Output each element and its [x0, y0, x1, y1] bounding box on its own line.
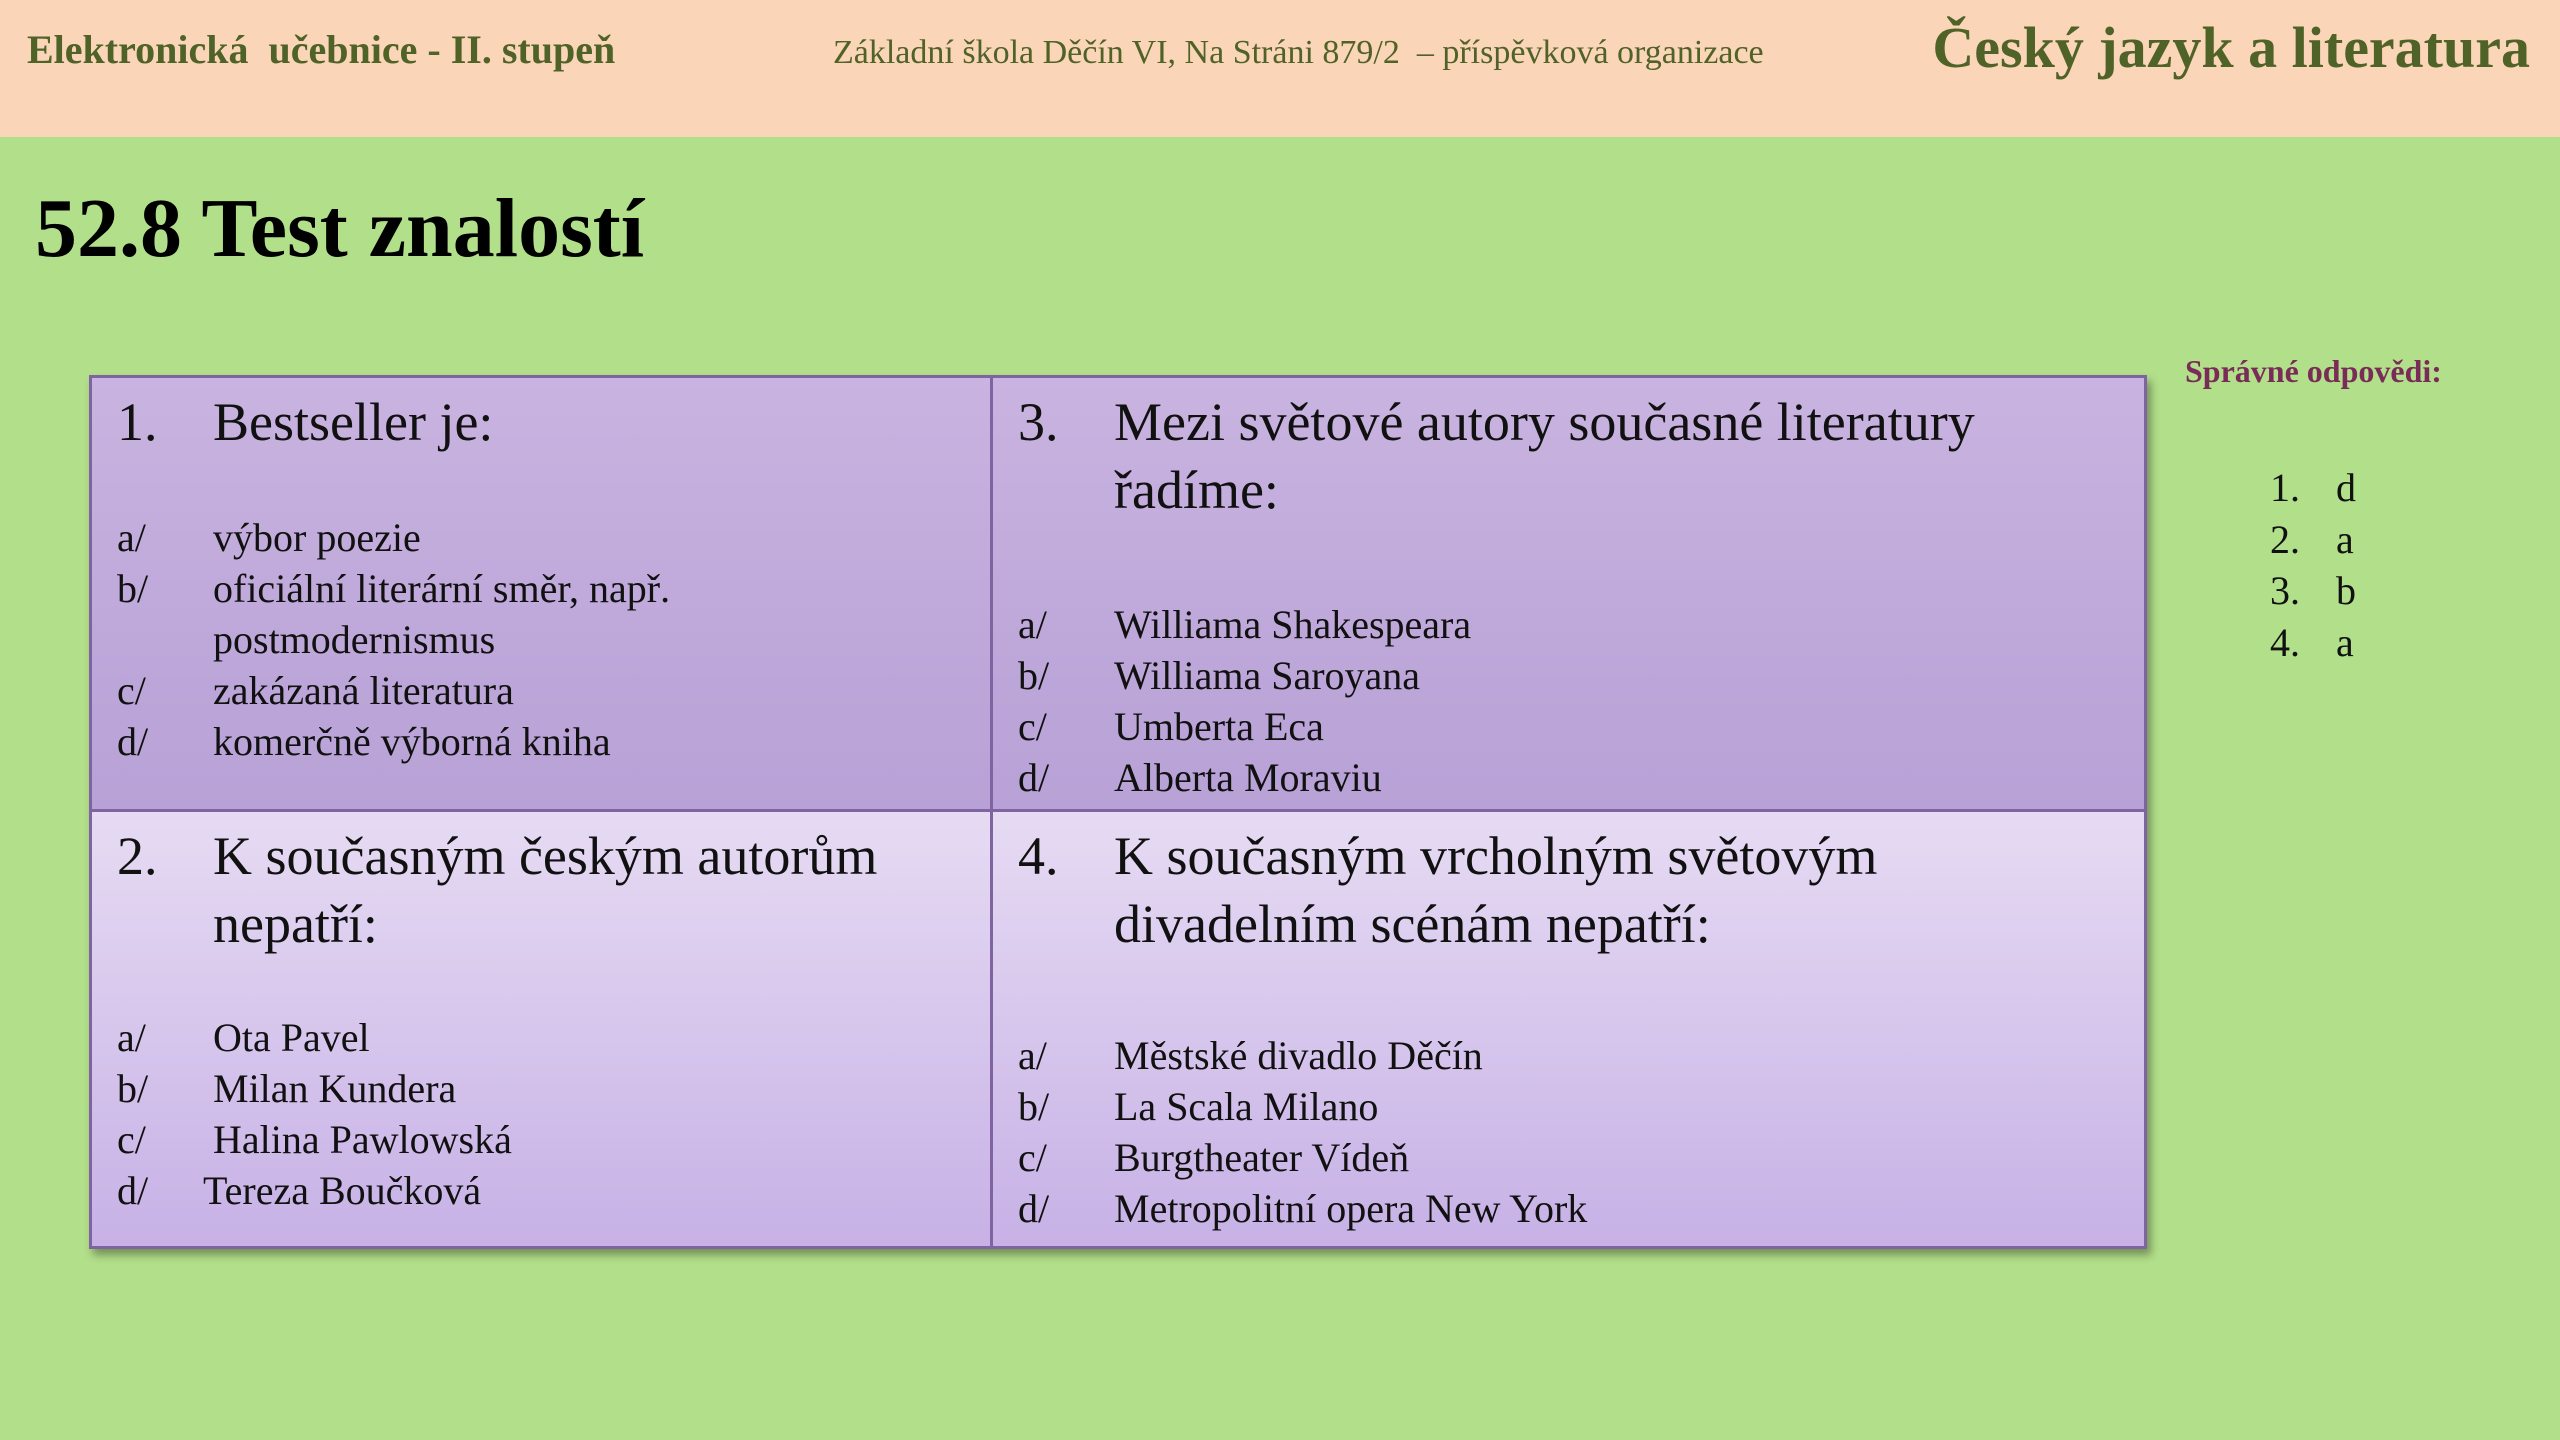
question-text: Mezi světové autory současné literatury [1114, 392, 1975, 452]
answer-number: 3. [2270, 568, 2300, 613]
option-text: Městské divadlo Děčín [1114, 1033, 1483, 1078]
option-text: La Scala Milano [1114, 1084, 1379, 1129]
option-text: Tereza Boučková [203, 1168, 482, 1213]
question-text: K současným vrcholným světovým [1114, 826, 1878, 886]
question-cell-3 [990, 375, 2147, 812]
option-letter: c/ [1018, 704, 1047, 749]
option-letter: d/ [117, 1168, 149, 1213]
question-cell-1 [89, 375, 993, 812]
question-number: 2. [117, 826, 158, 886]
option-letter: d/ [1018, 1186, 1050, 1231]
option-text: komerčně výborná kniha [213, 719, 611, 764]
answer-letter: d [2336, 465, 2356, 510]
question-text: K současným českým autorům [213, 826, 878, 886]
option-letter: b/ [1018, 1084, 1050, 1129]
option-letter: a/ [117, 1015, 146, 1060]
question-number: 1. [117, 392, 158, 452]
answer-letter: b [2336, 568, 2356, 613]
answer-item [2270, 514, 2470, 566]
quiz-table [89, 375, 2147, 1249]
answers-title: Správné odpovědi: [2185, 353, 2442, 389]
question-text: nepatří: [213, 894, 378, 954]
option-text: zakázaná literatura [213, 668, 514, 713]
option-letter: d/ [117, 719, 149, 764]
answer-letter: a [2336, 619, 2354, 665]
option-text: Milan Kundera [213, 1066, 457, 1111]
option-letter: c/ [117, 1117, 146, 1162]
option-text: Umberta Eca [1114, 704, 1324, 749]
option-text: výbor poezie [213, 515, 421, 560]
header-school-name: Základní škola Děčín VI, Na Stráni 879/2 – příspěvková organizace [833, 34, 1764, 71]
answer-number: 1. [2270, 465, 2300, 510]
header-textbook-label: Elektronická učebnice - II. stupeň [27, 27, 616, 72]
option-text: Williama Shakespeara [1114, 602, 1472, 647]
option-letter: b/ [117, 1066, 149, 1111]
option-text: Williama Saroyana [1114, 653, 1421, 698]
option-text: oficiální literární směr, např. [213, 566, 671, 611]
option-letter: b/ [117, 566, 149, 611]
option-letter: a/ [1018, 602, 1047, 647]
option-letter: a/ [1018, 1033, 1047, 1078]
option-text: Halina Pawlowská [213, 1117, 512, 1162]
question-cell-4 [990, 809, 2147, 1249]
option-letter: b/ [1018, 653, 1050, 698]
header-subject: Český jazyk a literatura [1932, 15, 2530, 80]
question-cell-2 [89, 809, 993, 1249]
option-text: Ota Pavel [213, 1015, 370, 1060]
answer-item [2270, 565, 2470, 617]
answer-item [2270, 617, 2470, 669]
page-title: 52.8 Test znalostí [35, 182, 645, 275]
answer-letter: a [2336, 516, 2354, 562]
question-text: Bestseller je: [213, 392, 494, 452]
option-text: Alberta Moraviu [1114, 755, 1382, 800]
option-text: Burgtheater Vídeň [1114, 1135, 1410, 1180]
answer-item [2270, 462, 2470, 514]
option-letter: c/ [1018, 1135, 1047, 1180]
option-letter: a/ [117, 515, 146, 560]
option-letter: d/ [1018, 755, 1050, 800]
header-bar [0, 0, 2560, 137]
answer-number: 2. [2270, 516, 2300, 562]
answer-number: 4. [2270, 619, 2300, 665]
question-number: 4. [1018, 826, 1059, 886]
answers-list [2270, 462, 2470, 668]
option-letter: c/ [117, 668, 146, 713]
option-text: Metropolitní opera New York [1114, 1186, 1588, 1231]
question-text: řadíme: [1114, 460, 1279, 520]
option-text: postmodernismus [213, 617, 496, 662]
question-number: 3. [1018, 392, 1059, 452]
question-text: divadelním scénám nepatří: [1114, 894, 1711, 954]
